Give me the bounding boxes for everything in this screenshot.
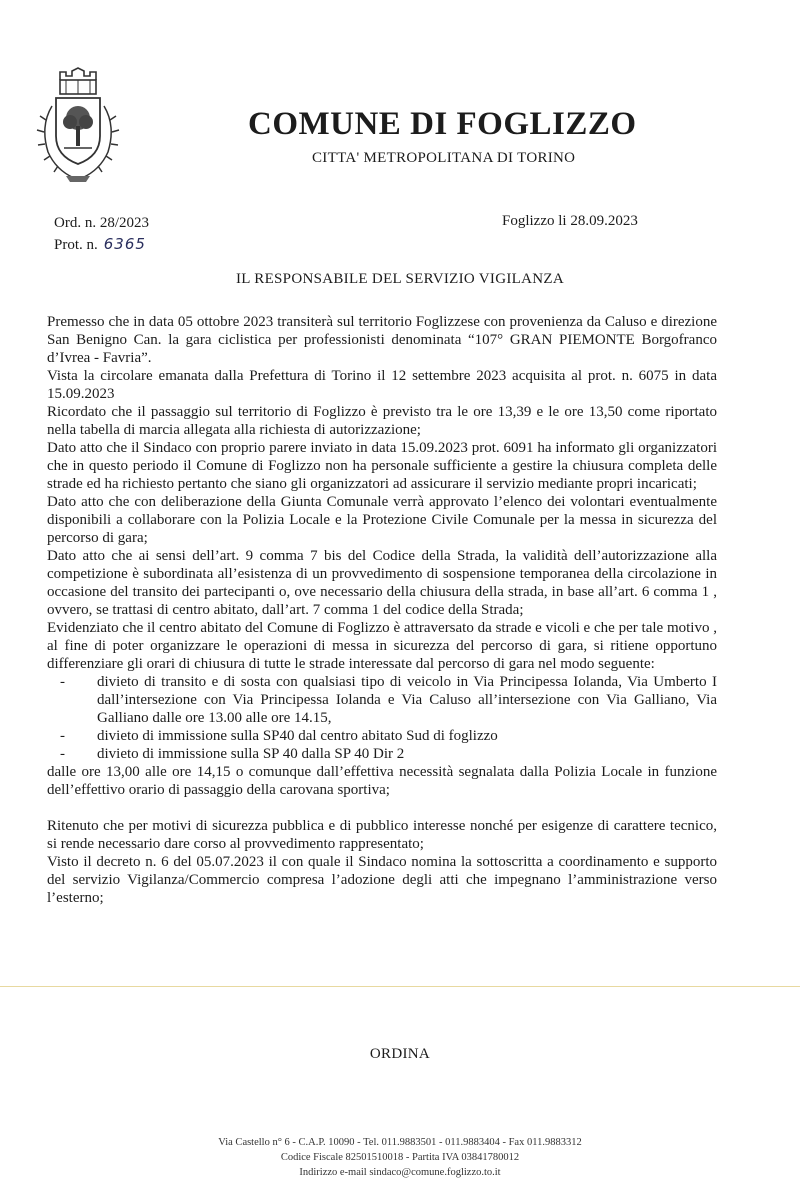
scan-fold-line bbox=[0, 986, 800, 987]
list-item: - divieto di transito e di sosta con qualsiasi tipo di veicolo in Via Principessa Iolanda, Via Umberto I dall’intersezione con Via Principessa Iolanda e Via Caluso all’intersezione con Via Galliano, Via Galliano dalle ore 13.00 alle ore 14.15, bbox=[97, 673, 717, 727]
footer-tax-codes: Codice Fiscale 82501510018 - Partita IVA 03841780012 bbox=[280, 1152, 520, 1163]
paragraph-dato-atto-giunta: Dato atto che con deliberazione della Giunta Comunale verrà approvato l’elenco dei volontari eventualmente disponibili a collaborare con la Polizia Locale e la Protezione Civile Comunale per la messa in sicurezza del percorso di gara; bbox=[47, 494, 717, 546]
paragraph-evidenziato: Evidenziato che il centro abitato del Comune di Foglizzo è attraversato da strade e vicoli e che per tale motivo , al fine di poter organizzare le operazioni di messa in sicurezza del percorso di gara, si ritiene opportuno differenziare gli orari di chiusura di tutte le strade interessate dal percorso di gara nel modo seguente: bbox=[47, 620, 717, 672]
paragraph-orari: dalle ore 13,00 alle ore 14,15 o comunque dall’effettiva necessità segnalata dalla Polizia Locale in funzione dell’effettivo orario di passaggio della carovana sportiva; bbox=[47, 764, 717, 798]
municipality-title: COMUNE DI FOGLIZZO bbox=[248, 106, 637, 142]
ordinance-number: Ord. n. 28/2023 bbox=[54, 215, 149, 231]
protocol-number-handwritten: 6365 bbox=[103, 235, 146, 253]
place-date: Foglizzo li 28.09.2023 bbox=[502, 213, 638, 229]
paragraph-ritenuto: Ritenuto che per motivi di sicurezza pubblica e di pubblico interesse nonché per esigenze di carattere tecnico, si rende necessario dare corso al provvedimento rappresentato; bbox=[47, 818, 717, 852]
paragraph-dato-atto-codice: Dato atto che ai sensi dell’art. 9 comma 7 bis del Codice della Strada, la validità dell’autorizzazione alla competizione è subordinata all’esistenza di un provvedimento di sospensione temporanea della circolazione in occasione del transito dei partecipanti o, ove necessario della chiusura della strada, in base all’art. 6 comma 1 , ovvero, se trattasi di centro abitato, dall’art. 7 comma 1 del codice della Strada; bbox=[47, 548, 717, 618]
list-item: - divieto di immissione sulla SP40 dal centro abitato Sud di foglizzo bbox=[97, 727, 717, 745]
list-item: - divieto di immissione sulla SP 40 dalla SP 40 Dir 2 bbox=[97, 745, 717, 763]
paragraph-ricordato: Ricordato che il passaggio sul territorio di Foglizzo è previsto tra le ore 13,39 e le ore 13,50 come riportato nella tabella di marcia allegata alla richiesta di autorizzazione; bbox=[47, 404, 717, 438]
protocol-line bbox=[54, 234, 149, 256]
document-heading: IL RESPONSABILE DEL SERVIZIO VIGILANZA bbox=[236, 271, 564, 287]
ordinance-reference bbox=[54, 213, 149, 256]
paragraph-dato-atto-sindaco: Dato atto che il Sindaco con proprio parere inviato in data 15.09.2023 prot. 6091 ha informato gli organizzatori che in questo periodo il Comune di Foglizzo non ha personale sufficiente a gestire la chiusura completa delle strade ed ha richiesto pertanto che siano gli organizzatori ad assicurare il servizio mediante propri incaricati; bbox=[47, 440, 717, 492]
paragraph-gap bbox=[47, 799, 717, 817]
paragraph-premesso: Premesso che in data 05 ottobre 2023 transiterà sul territorio Foglizzese con provenienza da Caluso e direzione San Benigno Can. la gara ciclistica per professionisti denominata “107° GRAN PIEMONTE Borgofranco d’Ivrea - Favria”. bbox=[47, 314, 717, 366]
document-body bbox=[47, 313, 717, 907]
closure-list bbox=[47, 673, 717, 763]
ordina-heading: ORDINA bbox=[369, 1046, 431, 1062]
coat-of-arms-icon bbox=[30, 66, 126, 188]
coat-of-arms-emblem bbox=[30, 66, 126, 188]
paragraph-vista-circolare: Vista la circolare emanata dalla Prefettura di Torino il 12 settembre 2023 acquisita al prot. n. 6075 in data 15.09.2023 bbox=[47, 368, 717, 402]
paragraph-visto-decreto: Visto il decreto n. 6 del 05.07.2023 il con quale il Sindaco nomina la sottoscritta a coordinamento e supporto del servizio Vigilanza/Commercio compresa l’adozione degli atti che impegnano l’amministrazione verso l’esterno; bbox=[47, 854, 717, 906]
protocol-label: Prot. n. bbox=[54, 237, 98, 253]
footer-address: Via Castello n° 6 - C.A.P. 10090 - Tel. 011.9883501 - 011.9883404 - Fax 011.9883312 bbox=[218, 1137, 582, 1148]
footer-contacts bbox=[0, 1135, 800, 1180]
footer-email: Indirizzo e-mail sindaco@comune.foglizzo.to.it bbox=[299, 1167, 501, 1178]
municipality-subtitle: CITTA' METROPOLITANA DI TORINO bbox=[312, 150, 576, 166]
